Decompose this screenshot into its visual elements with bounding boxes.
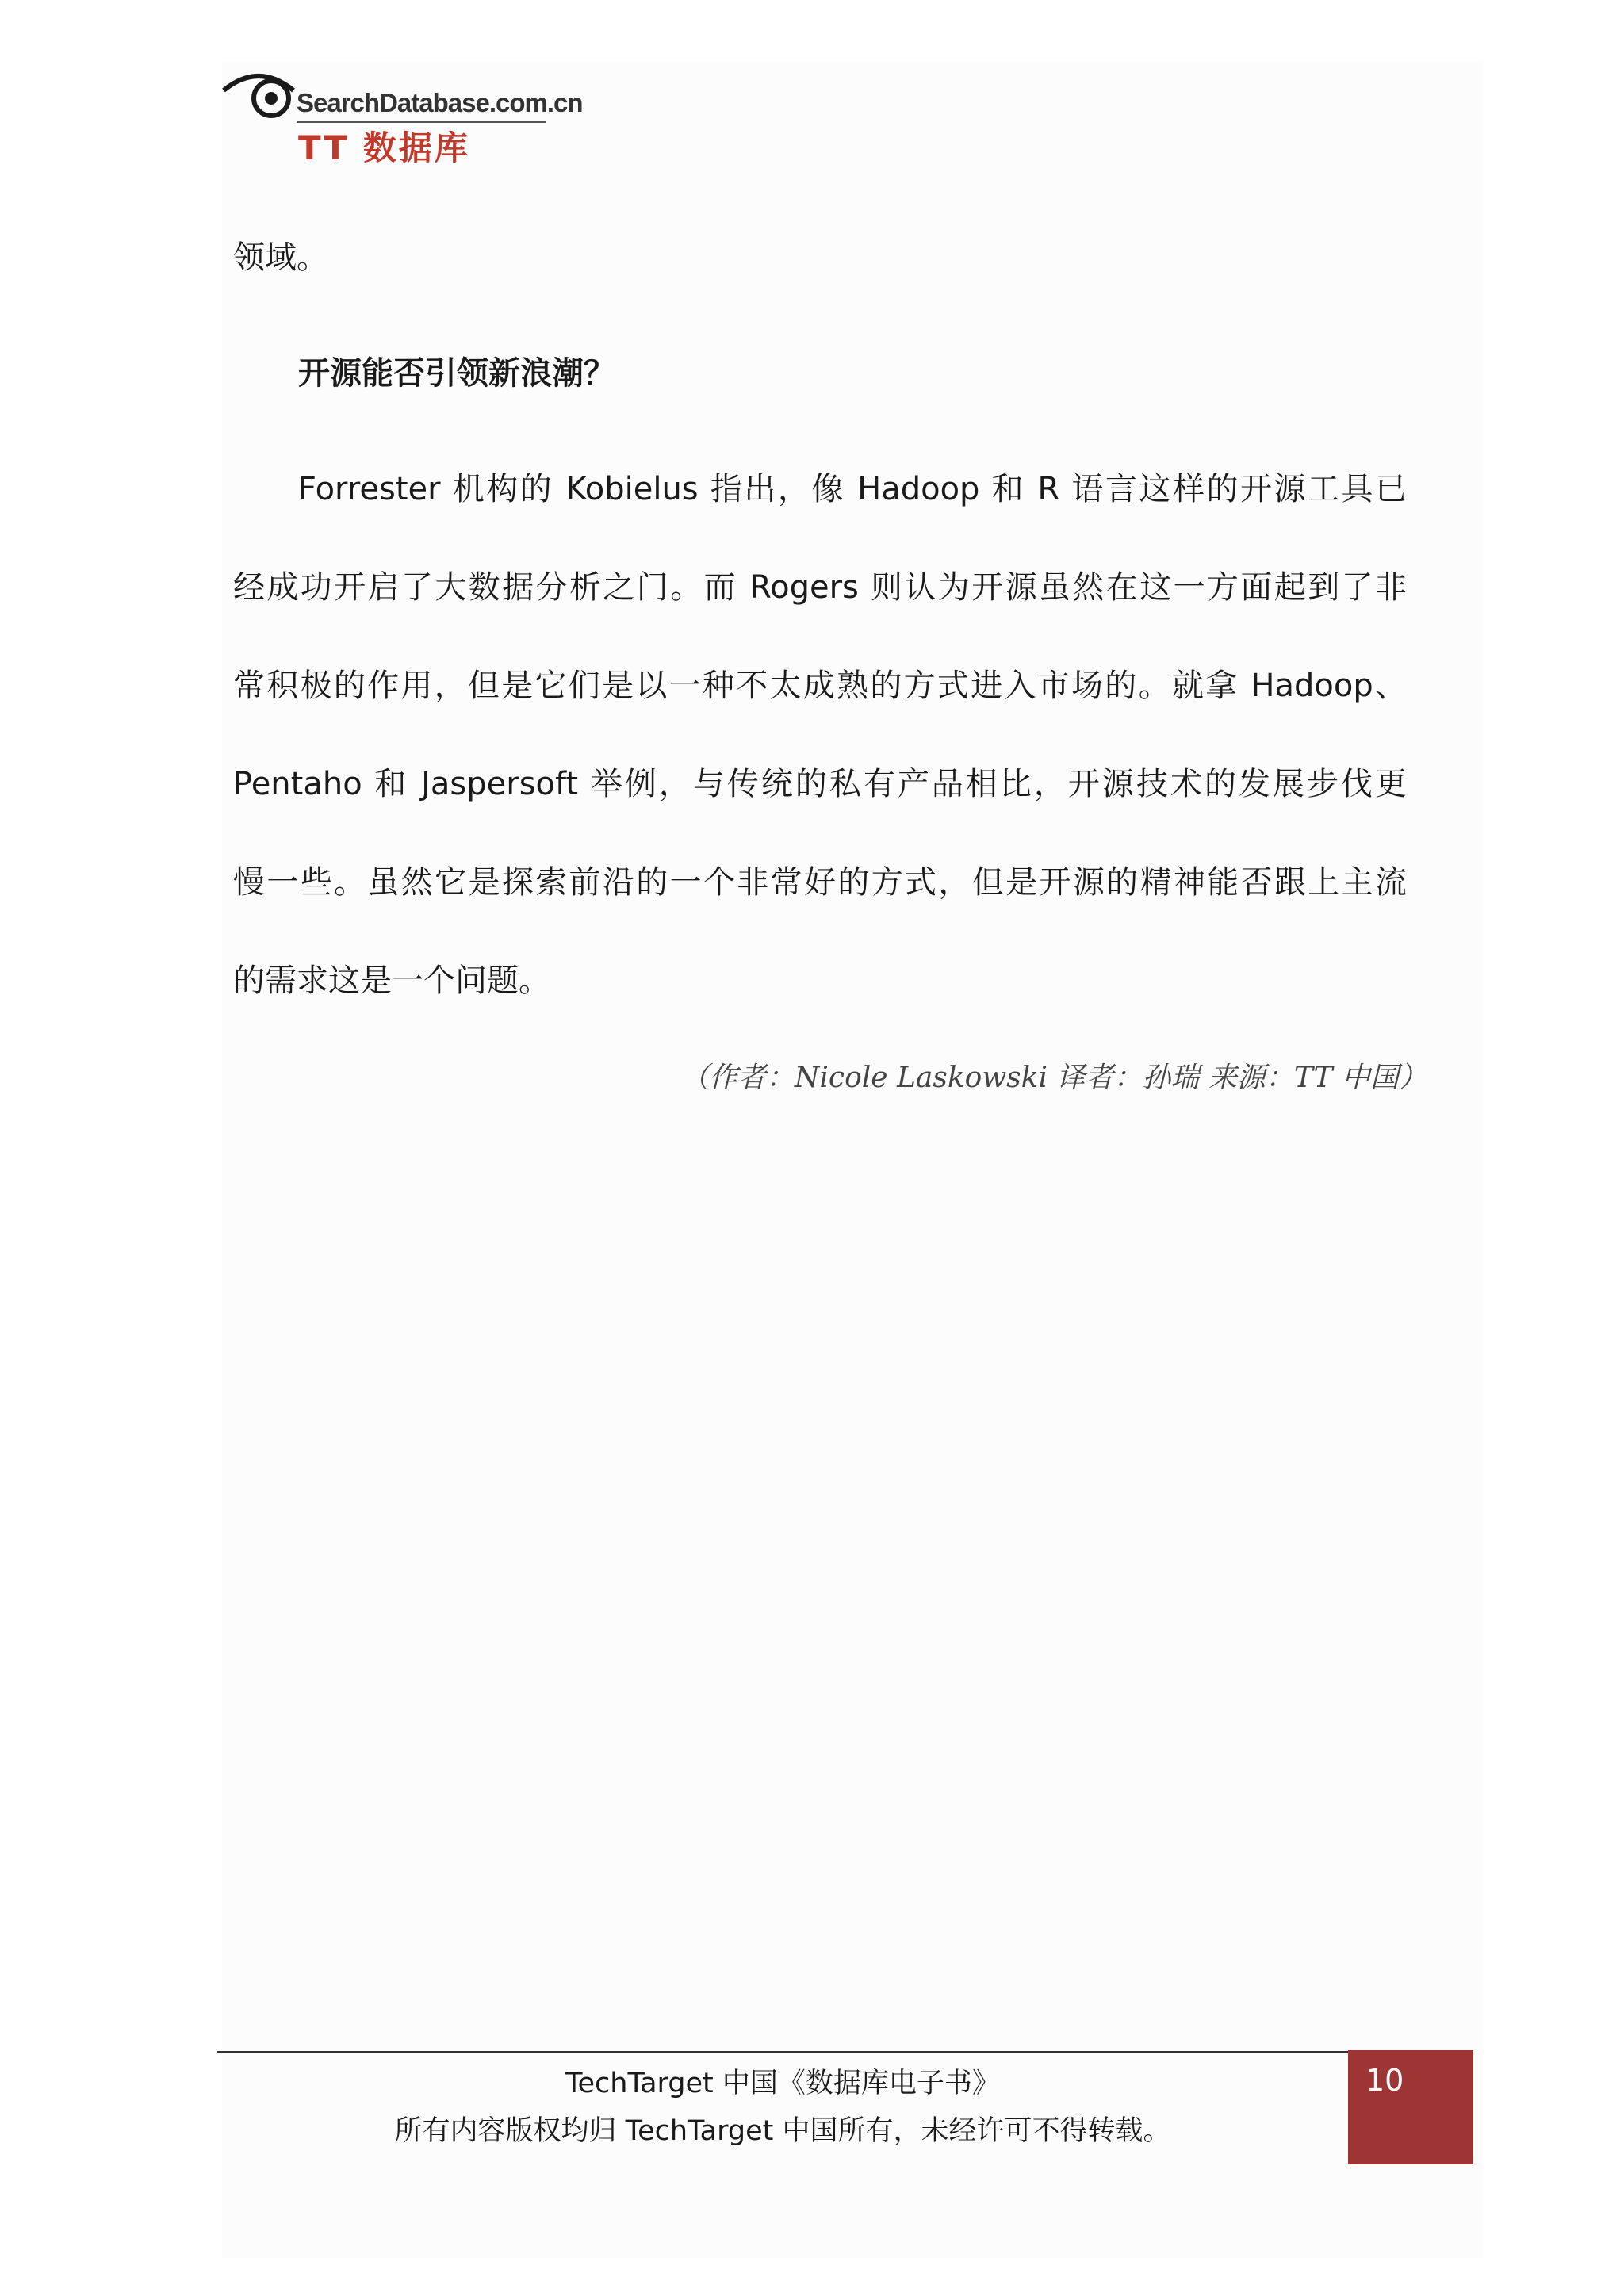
body-text-line: 领域。 [233,239,328,276]
footer-title: TechTarget 中国《数据库电子书》 [565,2068,1000,2099]
page-number-box [1348,2050,1473,2164]
logo-site-name: SearchDatabase.com.cn [297,88,583,117]
paragraph-line: Pentaho 和 Jaspersoft 举例，与传统的私有产品相比，开源技术的发展步伐更 [233,766,1407,802]
paragraph-line: 慢一些。虽然它是探索前沿的一个非常好的方式，但是开源的精神能否跟上主流 [233,864,1407,901]
site-logo[interactable] [220,67,583,170]
eye-logo-icon [220,67,300,130]
logo-brand: TT 数据库 [298,128,470,167]
section-heading: 开源能否引领新浪潮？ [298,355,615,392]
paragraph-line: Forrester 机构的 Kobielus 指出，像 Hadoop 和 R 语言这样的开源工具已 [298,471,1407,507]
paragraph-line: 的需求这是一个问题。 [233,962,550,999]
paragraph-line: 常积极的作用，但是它们是以一种不太成熟的方式进入市场的。就拿 Hadoop、 [233,668,1407,704]
paragraph-line: 经成功开启了大数据分析之门。而 Rogers 则认为开源虽然在这一方面起到了非 [233,569,1407,606]
footer-divider [217,2051,1348,2053]
footer-copyright: 所有内容版权均归 TechTarget 中国所有，未经许可不得转载。 [394,2115,1171,2147]
page-number: 10 [1365,2063,1404,2098]
article-attribution: （作者：Nicole Laskowski 译者：孙瑞 来源：TT 中国） [680,1062,1427,1094]
